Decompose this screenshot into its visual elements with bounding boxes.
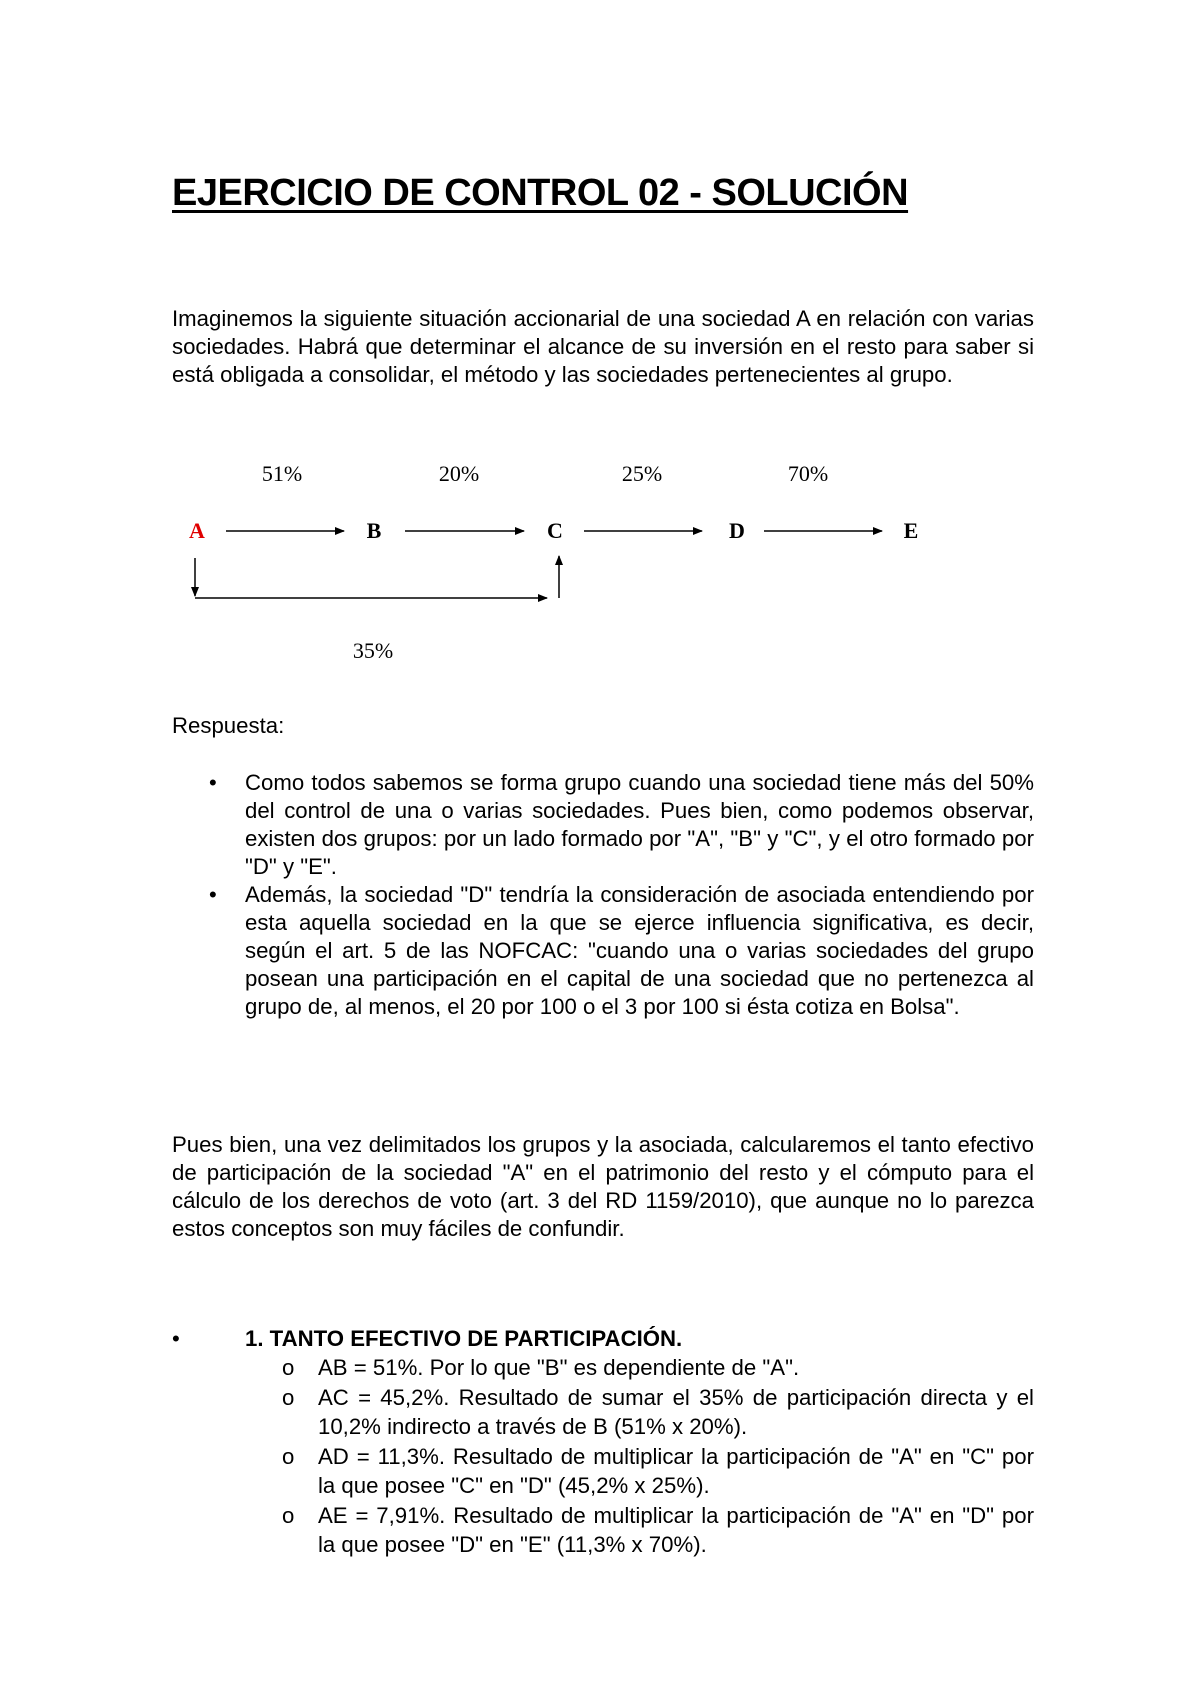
bullet-icon: • <box>172 1326 180 1351</box>
edge-label-ac: 35% <box>352 638 394 663</box>
page-title: EJERCICIO DE CONTROL 02 - SOLUCIÓN <box>172 172 909 214</box>
section-sublist <box>172 1353 1034 1560</box>
bullet-icon: • <box>209 770 217 795</box>
node-c: C <box>547 518 563 543</box>
node-a: A <box>189 518 205 543</box>
circle-bullet-icon: o <box>282 1443 295 1469</box>
list-item-text: AC = 45,2%. Resultado de sumar el 35% de participación directa y el 10,2% indirecto a través de B (51% x 20%). <box>318 1384 1034 1439</box>
list-item-text: Además, la sociedad "D" tendría la consideración de asociada entendiendo por esta aquella sociedad en la que se ejerce influencia significativa, es decir, según el art. 5 de las NOFCAC: "cuando una o varias sociedades del grupo posean una participación en el capital de una sociedad que no pertenezca al grupo de, al menos, el 20 por 100 o el 3 por 100 si ésta cotiza en Bolsa". <box>245 882 1034 1019</box>
respuesta-list <box>172 769 1034 1021</box>
circle-bullet-icon: o <box>282 1502 295 1528</box>
respuesta-label: Respuesta: <box>172 713 285 738</box>
list-item <box>172 1383 1034 1442</box>
edge-label-cd: 25% <box>621 461 663 486</box>
list-item-text: AD = 11,3%. Resultado de multiplicar la participación de "A" en "C" por la que posee "C" en "D" (45,2% x 25%). <box>318 1443 1034 1498</box>
edge-label-de: 70% <box>787 461 829 486</box>
list-item-text: Como todos sabemos se forma grupo cuando una sociedad tiene más del 50% del control de una o varias sociedades. Pues bien, como podemos observar, existen dos grupos: por un lado formado por "A", "B" y "C", y el otro formado por "D" y "E". <box>245 770 1034 879</box>
node-e: E <box>903 518 919 543</box>
list-item <box>172 1501 1034 1560</box>
edge-label-bc: 20% <box>438 461 480 486</box>
section-tanto-efectivo <box>172 1325 1034 1560</box>
section-heading <box>172 1325 1034 1353</box>
node-b: B <box>366 518 382 543</box>
list-item <box>172 881 1034 1021</box>
intro-paragraph: Imaginemos la siguiente situación accionarial de una sociedad A en relación con varias sociedades. Habrá que determinar el alcance de su inversión en el resto para saber si está obligada a consolidar, el método y las sociedades pertenecientes al grupo. <box>172 306 1034 387</box>
section-heading-text: 1. TANTO EFECTIVO DE PARTICIPACIÓN. <box>245 1326 683 1351</box>
list-item-text: AE = 7,91%. Resultado de multiplicar la participación de "A" en "D" por la que posee "D" en "E" (11,3% x 70%). <box>318 1502 1034 1557</box>
list-item-text: AB = 51%. Por lo que "B" es dependiente de "A". <box>318 1355 800 1380</box>
list-item <box>172 1442 1034 1501</box>
calculation-intro-paragraph: Pues bien, una vez delimitados los grupos y la asociada, calcularemos el tanto efectivo de participación de la sociedad "A" en el patrimonio del resto y el cómputo para el cálculo de los derechos de voto (art. 3 del RD 1159/2010), que aunque no lo parezca estos conceptos son muy fáciles de confundir. <box>172 1132 1034 1241</box>
circle-bullet-icon: o <box>282 1355 295 1380</box>
bullet-icon: • <box>209 882 217 907</box>
node-d: D <box>729 518 745 543</box>
shareholding-diagram <box>0 440 1200 670</box>
list-item <box>172 769 1034 881</box>
circle-bullet-icon: o <box>282 1384 295 1410</box>
edge-label-ab: 51% <box>261 461 303 486</box>
list-item <box>172 1353 1034 1383</box>
